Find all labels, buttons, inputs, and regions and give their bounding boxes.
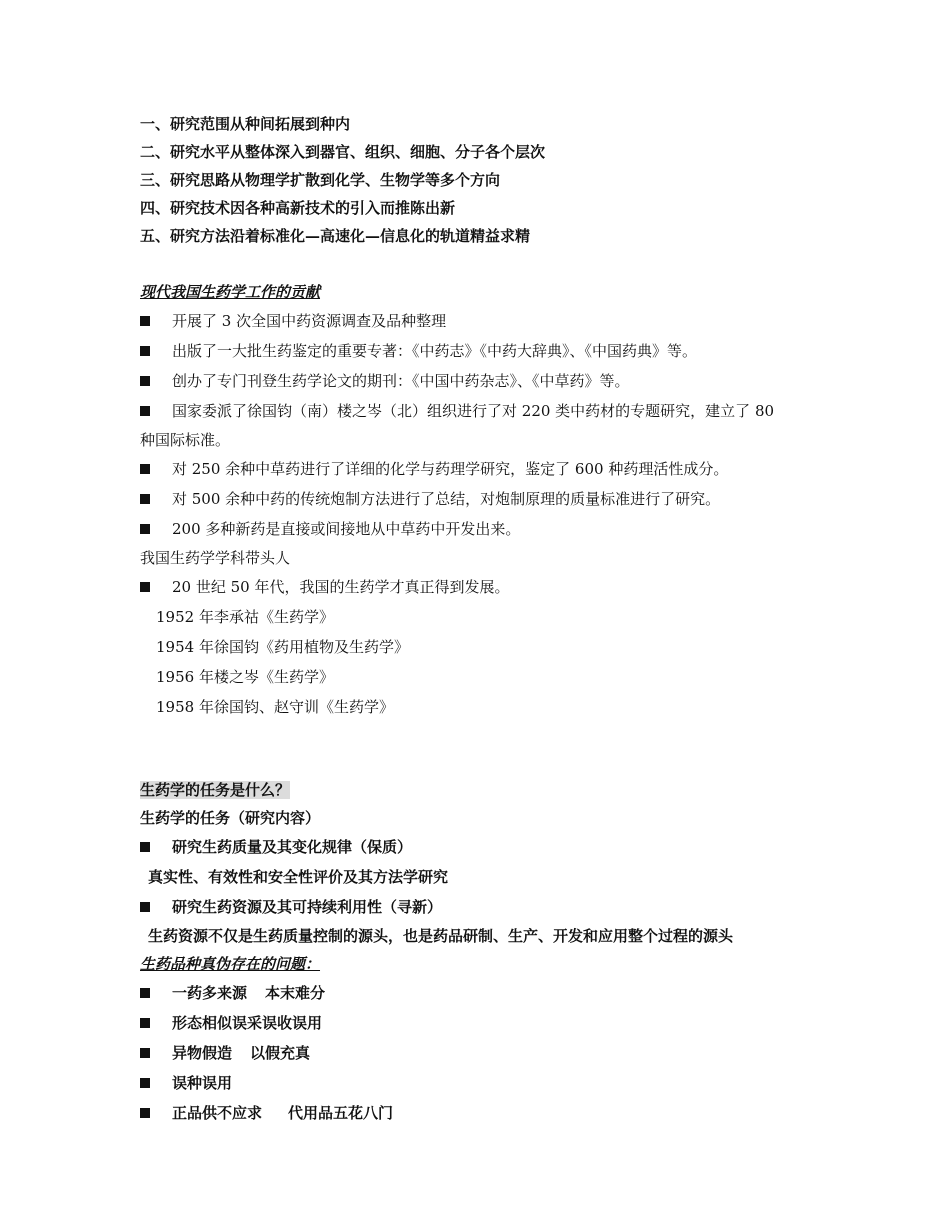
bullet-square-icon xyxy=(140,406,150,416)
contribution-item: 对 250 余种中草药进行了详细的化学与药理学研究，鉴定了 600 种药理活性成分。 xyxy=(140,454,830,484)
bullet-square-icon xyxy=(140,988,150,998)
bullet-square-icon xyxy=(140,1078,150,1088)
authenticity-item: 一药多来源 本末难分 xyxy=(140,978,830,1008)
contribution-item: 国家委派了徐国钧（南）楼之岑（北）组织进行了对 220 类中药材的专题研究，建立了 80 xyxy=(140,396,830,426)
trend-line-1: 一、研究范围从种间拓展到种内 xyxy=(140,115,351,133)
bullet-square-icon xyxy=(140,1108,150,1118)
book-entry: 1952 年李承祜《生药学》 xyxy=(156,608,334,626)
contributions-heading: 现代我国生药学工作的贡献 xyxy=(140,283,321,301)
bullet-square-icon xyxy=(140,902,150,912)
task-item-2-detail: 生药资源不仅是生药质量控制的源头，也是药品研制、生产、开发和应用整个过程的源头 xyxy=(148,927,734,945)
book-entry: 1956 年楼之岑《生药学》 xyxy=(156,668,334,686)
authenticity-item: 异物假造 以假充真 xyxy=(140,1038,830,1068)
leaders-heading: 我国生药学学科带头人 xyxy=(140,549,291,567)
book-entry: 1958 年徐国钧、赵守训《生药学》 xyxy=(156,698,394,716)
bullet-square-icon xyxy=(140,376,150,386)
leaders-bullet: 20 世纪 50 年代，我国的生药学才真正得到发展。 xyxy=(140,572,830,602)
bullet-square-icon xyxy=(140,494,150,504)
contribution-item: 200 多种新药是直接或间接地从中草药中开发出来。 xyxy=(140,514,830,544)
contribution-item: 出版了一大批生药鉴定的重要专著：《中药志》《中药大辞典》、《中国药典》等。 xyxy=(140,336,830,366)
contribution-item-continuation: 种国际标准。 xyxy=(140,431,231,449)
tasks-heading: 生药学的任务（研究内容） xyxy=(140,809,321,827)
tasks-question: 生药学的任务是什么？ xyxy=(140,781,291,799)
document-page xyxy=(140,110,830,1128)
contribution-item: 创办了专门刊登生药学论文的期刊：《中国中药杂志》、《中草药》等。 xyxy=(140,366,830,396)
task-item-1: 研究生药质量及其变化规律（保质） xyxy=(140,832,830,862)
bullet-square-icon xyxy=(140,1018,150,1028)
bullet-square-icon xyxy=(140,316,150,326)
bullet-square-icon xyxy=(140,842,150,852)
bullet-square-icon xyxy=(140,346,150,356)
bullet-square-icon xyxy=(140,1048,150,1058)
trend-line-5: 五、研究方法沿着标准化—高速化—信息化的轨道精益求精 xyxy=(140,227,531,245)
contribution-item: 对 500 余种中药的传统炮制方法进行了总结，对炮制原理的质量标准进行了研究。 xyxy=(140,484,830,514)
authenticity-item: 误种误用 xyxy=(140,1068,830,1098)
trend-line-3: 三、研究思路从物理学扩散到化学、生物学等多个方向 xyxy=(140,171,501,189)
bullet-square-icon xyxy=(140,582,150,592)
bullet-square-icon xyxy=(140,524,150,534)
authenticity-heading: 生药品种真伪存在的问题： xyxy=(140,955,321,973)
contribution-item: 开展了 3 次全国中药资源调查及品种整理 xyxy=(140,306,830,336)
trend-line-2: 二、研究水平从整体深入到器官、组织、细胞、分子各个层次 xyxy=(140,143,546,161)
authenticity-item: 正品供不应求 代用品五花八门 xyxy=(140,1098,830,1128)
trend-line-4: 四、研究技术因各种高新技术的引入而推陈出新 xyxy=(140,199,456,217)
task-item-1-detail: 真实性、有效性和安全性评价及其方法学研究 xyxy=(148,868,449,886)
book-entry: 1954 年徐国钧《药用植物及生药学》 xyxy=(156,638,409,656)
bullet-square-icon xyxy=(140,464,150,474)
authenticity-item: 形态相似误采误收误用 xyxy=(140,1008,830,1038)
task-item-2: 研究生药资源及其可持续利用性（寻新） xyxy=(140,892,830,922)
